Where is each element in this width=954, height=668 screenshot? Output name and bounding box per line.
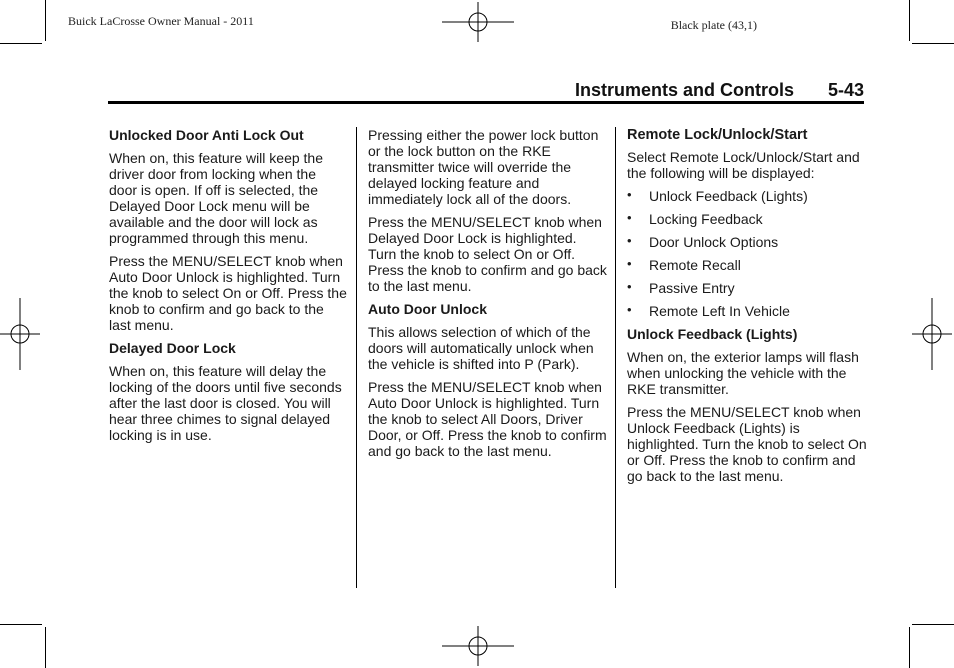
list-item: • Unlock Feedback (Lights): [627, 187, 808, 204]
crop-mark: [45, 627, 46, 668]
bullet-icon: •: [627, 302, 632, 317]
paragraph: Select Remote Lock/Unlock/Start and the following will be displayed:: [627, 149, 860, 181]
feature-list: [627, 188, 867, 320]
subheading-auto-door-unlock: Auto Door Unlock: [368, 301, 487, 317]
paragraph: Press the MENU/SELECT knob when Auto Door Unlock is highlighted. Turn the knob to select On or Off. Press the knob to confirm and go back to the last menu.: [109, 253, 347, 333]
subheading-unlock-feedback-lights: Unlock Feedback (Lights): [627, 326, 798, 342]
paragraph: When on, this feature will delay the locking of the doors until five seconds after the last door is closed. You will hear three chimes to signal delayed locking is in use.: [109, 363, 342, 443]
bullet-icon: •: [627, 279, 632, 294]
bullet-icon: •: [627, 233, 632, 248]
registration-mark-icon: [912, 298, 952, 370]
paragraph: Press the MENU/SELECT knob when Delayed Door Lock is highlighted. Turn the knob to select On or Off. Press the knob to confirm and go back to the last menu.: [368, 214, 607, 294]
bullet-icon: •: [627, 187, 632, 202]
column-divider: [615, 127, 616, 588]
paragraph: Press the MENU/SELECT knob when Unlock Feedback (Lights) is highlighted. Turn the knob to select On or Off. Press the knob to confirm and go back to the last menu.: [627, 404, 867, 484]
slug-right: Black plate (43,1): [670, 18, 757, 32]
paragraph: When on, the exterior lamps will flash when unlocking the vehicle with the RKE transmitter.: [627, 349, 859, 397]
section-title: Instruments and Controls: [574, 80, 794, 100]
bullet-icon: •: [627, 256, 632, 271]
paragraph: This allows selection of which of the doors will automatically unlock when the vehicle is shifted into P (Park).: [368, 324, 594, 372]
subheading-unlocked-door-anti-lock-out: Unlocked Door Anti Lock Out: [109, 127, 304, 143]
bullet-icon: •: [627, 210, 632, 225]
column-3: [627, 127, 867, 491]
paragraph: Press the MENU/SELECT knob when Auto Door Unlock is highlighted. Turn the knob to select All Doors, Driver Door, or Off. Press the knob to confirm and go back to the last menu.: [368, 379, 607, 459]
list-item: • Remote Recall: [627, 256, 741, 273]
slug-left: Buick LaCrosse Owner Manual - 2011: [68, 14, 254, 28]
list-item: • Passive Entry: [627, 279, 735, 296]
section-heading-remote-lock-unlock-start: Remote Lock/Unlock/Start: [627, 127, 808, 143]
paragraph: When on, this feature will keep the driver door from locking when the door is open. If off is selected, the Delayed Door Lock menu will be available and the door will lock as programmed through this menu.: [109, 150, 324, 246]
column-2: [368, 127, 608, 466]
registration-mark-icon: [442, 2, 514, 42]
crop-mark: [0, 43, 42, 44]
page-number: 5-43: [827, 80, 864, 100]
registration-mark-icon: [442, 626, 514, 666]
list-item: • Door Unlock Options: [627, 233, 779, 250]
crop-mark: [912, 624, 954, 625]
paragraph: Pressing either the power lock button or the lock button on the RKE transmitter twice will override the delayed locking feature and immediately lock all of the doors.: [368, 127, 599, 207]
list-item: • Remote Left In Vehicle: [627, 302, 790, 319]
subheading-delayed-door-lock: Delayed Door Lock: [109, 340, 236, 356]
column-1: [109, 127, 347, 450]
registration-mark-icon: [0, 298, 40, 370]
crop-mark: [0, 624, 42, 625]
crop-mark: [909, 627, 910, 668]
header-rule: [108, 101, 864, 104]
list-item: • Locking Feedback: [627, 210, 763, 227]
crop-mark: [909, 0, 910, 41]
crop-mark: [45, 0, 46, 41]
crop-mark: [912, 43, 954, 44]
column-divider: [356, 127, 357, 588]
